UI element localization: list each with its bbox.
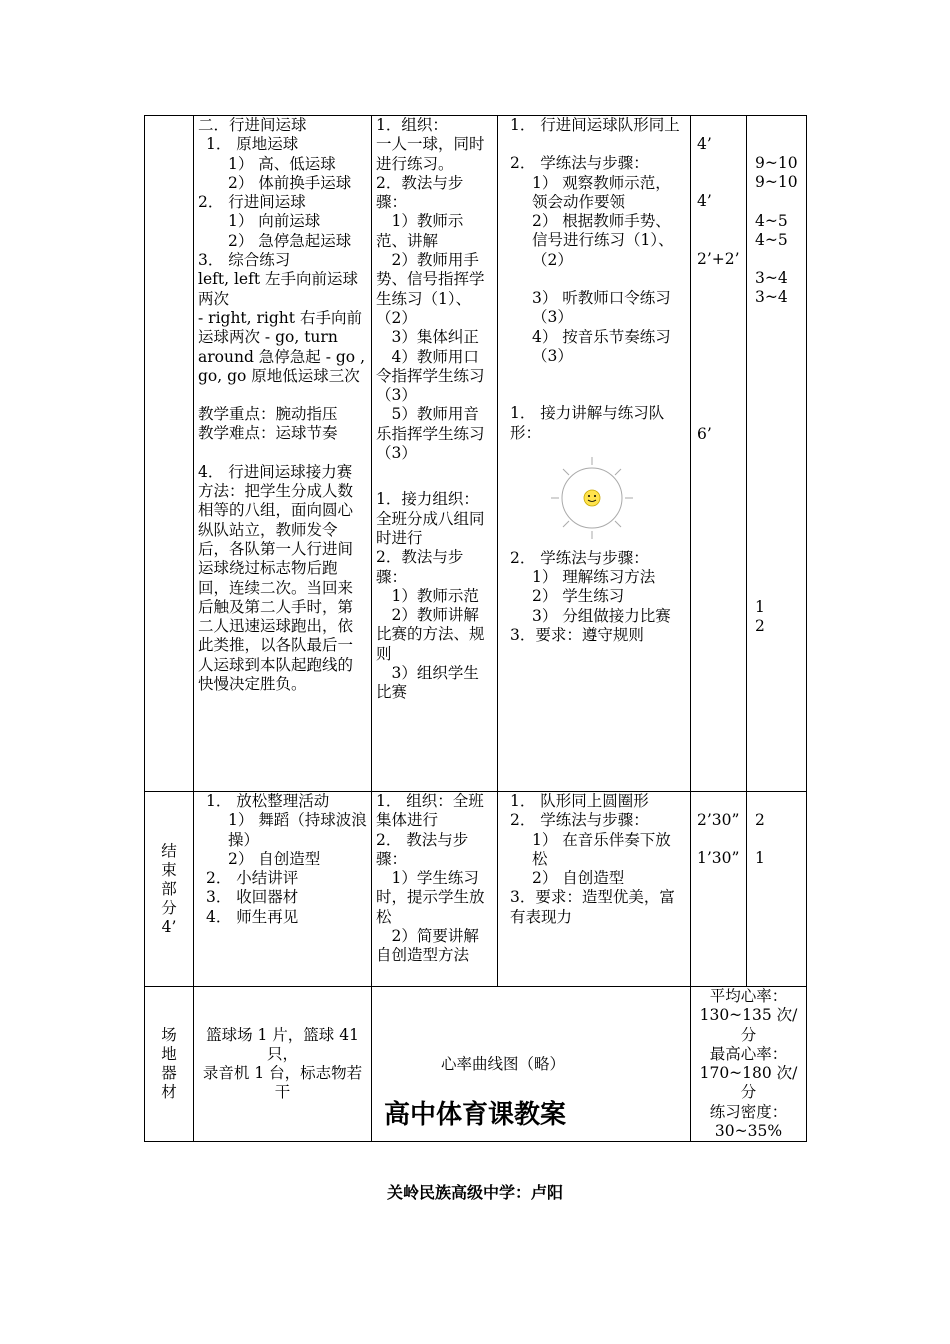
section-char: 材 [161,1083,177,1102]
average-heart-rate: 平均心率：130~135 次/分 [699,987,798,1044]
spacer [755,193,802,212]
teacher-cell-end [372,792,498,987]
content-line: 3． 综合练习 [198,251,291,270]
student-line: 1） 观察教师示范，领会动作要领 [532,173,671,211]
teacher-line: 一人一球，同时进行练习。 [376,135,485,173]
teacher-line: 4）教师用口令指挥学生练习（3） [376,347,485,405]
teacher-line: 2）简要讲解自创造型方法 [376,927,479,965]
content-line: 1） 高、低运球 [228,154,336,173]
equipment-line: 篮球场 1 片，篮球 41 只， [206,1025,359,1063]
content-line: 3． 收回器材 [206,888,299,907]
spacer [502,270,686,289]
time-value: 1’30” [697,849,740,868]
content-line: left, left 左手向前运球两次 [198,270,358,308]
teacher-line: 1）学生练习时，提示学生放松 [376,869,485,926]
teacher-line: 1）教师示范、讲解 [376,212,464,250]
teacher-line: 1． 组织：全班集体进行 [376,792,484,830]
student-line: 3．要求：造型优美，富有表现力 [510,888,675,926]
content-line: 4． 行进间运球接力赛 [198,462,353,481]
teacher-line: 3）组织学生比赛 [376,664,479,702]
author-line: 关岭民族高级中学：卢阳 [386,1183,563,1202]
spacer [755,250,802,269]
section-cell-main [145,116,194,792]
relay-method: 方法：把学生分成人数相等的八组，面向圆心纵队站立，教师发令后，各队第一人行进间运球绕过标志物后跑回，连续二次。当回来后触及第二人手时，第二人迅速运球跑出，依此类推，以各队最后一人运球到本队起跑线的快慢决定胜负。 [198,482,354,694]
student-line: 2） 根据教师手势、信号进行练习（1）、（2） [532,212,674,269]
end-part-row [145,792,807,987]
student-line: 1． 队形同上圆圈形 [510,792,649,810]
count-value: 9~10 [755,173,798,192]
content-line: 2． 行进间运球 [198,193,306,212]
count-cell-main [747,116,807,792]
teacher-line: 2）教师讲解比赛的方法、规则 [376,606,485,663]
student-line: 1） 在音乐伴奏下放松 [532,830,671,868]
spacer [697,792,742,811]
student-cell-main [498,116,691,792]
content-line: 1） 向前运球 [228,212,321,231]
heart-rate-chart-note: 心率曲线图（略） [440,1054,565,1073]
content-line: 1． 原地运球 [206,135,299,154]
count-value: 1 [755,849,765,868]
spacer [502,135,686,154]
teacher-line: 1．接力组织：全班分成八组同时进行 [376,490,485,547]
content-cell-main [194,116,372,792]
student-line: 3．要求：遵守规则 [510,626,644,645]
spacer [502,366,686,404]
teacher-line: 1．组织： [376,116,448,134]
content-line: 4． 师生再见 [206,907,299,926]
student-line: 4） 按音乐节奏练习（3） [532,327,671,365]
sun-formation-icon [542,453,642,543]
time-value: 2’+2’ [697,249,740,268]
teacher-line: 2）教师用手势、信号指挥学生练习（1）、（2） [376,251,485,327]
content-line: - right, right 右手向前运球两次 - go, turn around 急停急起 - go , go, go 原地低运球三次 [198,308,365,385]
count-value: 3~4 [755,288,788,307]
spacer [755,830,802,849]
time-value: 2’30” [697,811,740,829]
student-line: 2） 学生练习 [532,587,625,606]
content-line: 1． 放松整理活动 [206,792,330,810]
count-value: 2 [755,811,765,829]
student-line: 1． 行进间运球队形同上 [510,116,680,134]
count-value: 4~5 [755,211,788,230]
student-line: 1） 理解练习方法 [532,568,656,587]
main-part-row [145,116,807,792]
section-cell-end [145,792,194,987]
time-value: 4’ [697,192,712,211]
count-value: 2 [755,617,765,636]
section-char: 场 [161,1026,177,1045]
time-cell-end [691,792,747,987]
count-value: 3~4 [755,269,788,288]
teacher-line: 3）集体纠正 [391,328,479,347]
student-line: 1． 接力讲解与练习队形： [510,404,665,442]
spacer [755,792,802,811]
lesson-plan-table [144,115,807,1142]
max-heart-rate: 最高心率：170~180 次/分 [699,1044,798,1102]
count-value: 1 [755,597,765,616]
content-line: 2． 小结讲评 [206,869,299,888]
content-line: 1） 舞蹈（持球波浪操） [228,811,367,849]
spacer [376,463,493,482]
section-char: 4’ [161,917,177,936]
content-line: 2） 自创造型 [228,849,321,868]
time-cell-main [691,116,747,792]
teaching-focus: 教学重点：腕动指压 [198,405,338,424]
spacer [755,308,802,598]
section-char: 地 [161,1045,177,1064]
spacer [697,116,742,135]
teacher-cell-main [372,116,498,792]
section-char: 分 [161,898,177,917]
student-line: 3） 分组做接力比赛 [532,606,671,625]
section-char: 部 [161,879,177,898]
teacher-line: 2．教法与步骤： [376,173,464,212]
spacer [697,154,742,192]
equipment-line: 录音机 1 台，标志物若干 [202,1064,363,1102]
student-line: 2． 学练法与步骤： [510,154,649,173]
content-cell-end [194,792,372,987]
student-line: 2． 学练法与步骤： [510,811,649,830]
student-line: 2． 学练法与步骤： [510,548,649,567]
count-value: 9~10 [755,154,798,172]
content-line: 2） 体前换手运球 [228,173,352,192]
spacer [755,116,802,154]
spacer [697,269,742,425]
teacher-line: 1）教师示范 [391,586,479,605]
content-line: 二．行进间运球 [198,116,307,134]
section-char: 束 [161,860,177,879]
time-value: 6’ [697,424,712,443]
page-title: 高中体育课教案 [383,1100,566,1130]
content-line: 2） 急停急起运球 [228,231,352,250]
teacher-line: 5）教师用音乐指挥学生练习（3） [376,405,485,463]
time-value: 4’ [697,135,712,153]
spacer [198,444,367,463]
count-cell-end [747,792,807,987]
teaching-difficulty: 教学难点：运球节奏 [198,424,338,443]
spacer [198,386,367,405]
exercise-density: 练习密度：30~35% [709,1102,788,1141]
count-value: 4~5 [755,230,788,249]
teacher-line: 2．教法与步骤： [376,548,464,586]
section-char: 器 [161,1064,177,1083]
student-cell-end [498,792,691,987]
spacer [697,830,742,849]
section-char: 结 [161,841,177,860]
spacer [697,212,742,250]
student-line: 3） 听教师口令练习（3） [532,289,671,327]
student-line: 2） 自创造型 [532,869,625,888]
teacher-line: 2． 教法与步骤： [376,830,469,868]
